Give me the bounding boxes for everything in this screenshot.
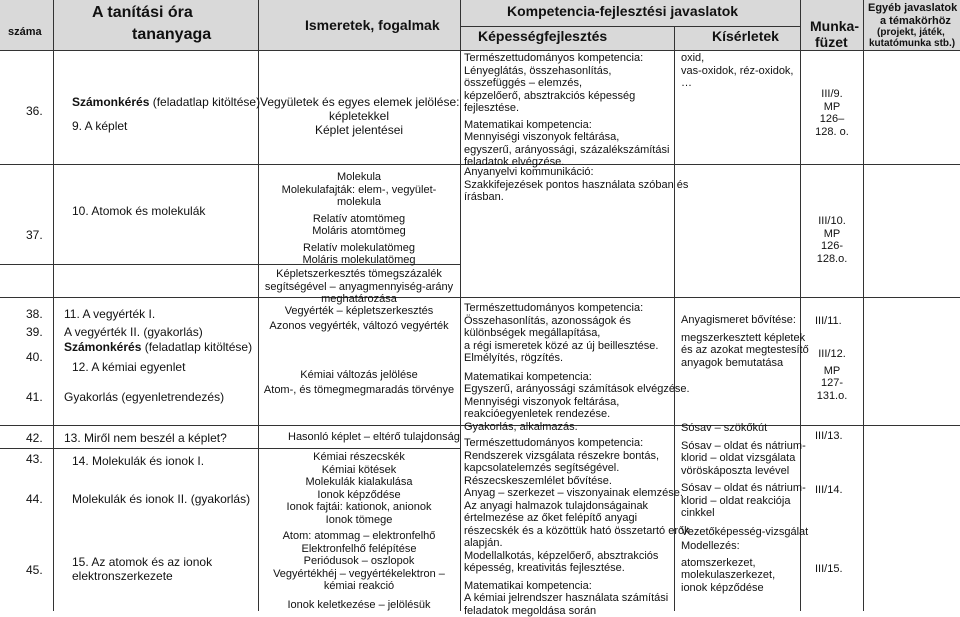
row-38-concepts: Vegyérték – képletszerkesztés Azonos vegyérték, változó vegyérték bbox=[269, 305, 449, 332]
header-kompetencia: Kompetencia-fejlesztési javaslatok bbox=[507, 3, 739, 19]
header-munka: Munka- bbox=[810, 18, 859, 34]
row-38-workbook: III/11. bbox=[815, 315, 842, 327]
row-36-workbook: III/9. MP 126– 128. o. bbox=[815, 88, 849, 138]
row-38-41-experiments: Anyagismeret bővítése: megszerkesztett képletek és az azokat megtestesítő anyagok bemutatása bbox=[681, 314, 809, 369]
row-divider bbox=[460, 26, 800, 27]
row-number: 42. bbox=[26, 431, 43, 445]
row-36-experiments: oxid, vas-oxidok, réz-oxidok, … bbox=[681, 52, 794, 89]
row-36-concepts: Vegyületek és egyes elemek jelölése: képletekkel Képlet jelentései bbox=[260, 95, 460, 137]
row-37-concepts-mass: Képletszerkesztés tömegszázalék segítségével – anyagmennyiség-arány meghatározása bbox=[264, 268, 454, 305]
row-40-workbook: III/12. MP 127- 131.o. bbox=[816, 348, 848, 402]
row-43-workbook: III/13. bbox=[815, 430, 843, 442]
row-45-concepts: Atom: atommag – elektronfelhő Elektronfelhő felépítése Periódusok – oszlopok Vegyértékhéj – vegyértékelektron – kémiai reakció Ionok keletkezése – jelölésük bbox=[273, 530, 445, 611]
col-divider bbox=[863, 0, 864, 611]
header-tananyaga: tananyaga bbox=[132, 26, 212, 43]
col-divider bbox=[460, 0, 461, 611]
row-37-workbook: III/10. MP 126- 128.o. bbox=[816, 215, 848, 265]
col-divider bbox=[258, 0, 259, 611]
row-37-skills: Anyanyelvi kommunikáció: Szakkifejezések pontos használata szóban és írásban. bbox=[464, 166, 689, 203]
header-egyeb-3: (projekt, játék, bbox=[877, 27, 945, 38]
row-number: 41. bbox=[26, 390, 43, 404]
row-45-experiments: Modellezés: atomszerkezet, molekulaszerkezet, ionok képződése bbox=[681, 540, 776, 594]
row-38-41-skills: Természettudományos kompetencia: Összehasonlítás, azonosságok és különbségek megállapítása, a régi ismeretek közé az új beillesztése. Elmélyítés, rögzítés. Matematikai kompetencia: Egyszerű, arányossági számítások elvégzése. Mennyiségi viszonyok feltárása, reakcióegyenletek rendezése. Gyakorlás, alkalmazás. bbox=[464, 302, 690, 433]
row-36-assessment: Számonkérés (feladatlap kitöltése) bbox=[72, 95, 261, 109]
row-38-topic: 11. A vegyérték I. bbox=[64, 307, 156, 321]
row-42-concepts: Hasonló képlet – eltérő tulajdonság bbox=[288, 431, 460, 443]
row-36-topic: 9. A képlet bbox=[72, 119, 128, 133]
col-divider bbox=[53, 0, 54, 611]
row-42-topic: 13. Miről nem beszél a képlet? bbox=[64, 431, 227, 445]
row-37-topic: 10. Atomok és molekulák bbox=[72, 204, 206, 218]
header-egyeb-1: Egyéb javaslatok bbox=[868, 2, 958, 14]
row-40-assessment: Számonkérés (feladatlap kitöltése) bbox=[64, 340, 253, 354]
row-number: 39. bbox=[26, 325, 43, 339]
row-number: 37. bbox=[26, 228, 43, 242]
row-number: 43. bbox=[26, 452, 43, 466]
row-divider bbox=[0, 448, 460, 449]
row-number: 45. bbox=[26, 563, 43, 577]
row-number: 44. bbox=[26, 492, 43, 506]
row-43-topic: 14. Molekulák és ionok I. bbox=[72, 454, 205, 468]
header-egyeb-2: a témakörhöz bbox=[880, 15, 951, 27]
row-divider bbox=[0, 50, 960, 51]
header-fuzet: füzet bbox=[815, 34, 848, 50]
header-kiserletek: Kísérletek bbox=[712, 28, 779, 44]
row-41-topic: Gyakorlás (egyenletrendezés) bbox=[64, 390, 225, 404]
row-number: 40. bbox=[26, 350, 43, 364]
header-ismeretek: Ismeretek, fogalmak bbox=[305, 17, 440, 33]
row-number: 36. bbox=[26, 104, 43, 118]
row-37-concepts: Molekula Molekulafajták: elem-, vegyület- molekula Relatív atomtömeg Moláris atomtömeg Relatív molekulatömeg Moláris molekulatömeg bbox=[281, 171, 437, 266]
row-divider bbox=[0, 297, 960, 298]
row-40-topic: 12. A kémiai egyenlet bbox=[72, 360, 186, 374]
row-39-topic: A vegyérték II. (gyakorlás) bbox=[64, 325, 203, 339]
header-kepesseg: Képességfejlesztés bbox=[478, 28, 608, 44]
header-tanitasi-ora: A tanítási óra bbox=[92, 4, 193, 21]
row-45-workbook: III/15. bbox=[815, 563, 843, 575]
row-43-concepts: Kémiai részecskék Kémiai kötések Molekulák kialakulása Ionok képződése Ionok fajtái: kationok, anionok Ionok tömege bbox=[286, 451, 432, 526]
row-43-45-skills: Természettudományos kompetencia: Rendszerek vizsgálata részekre bontás, kapcsolatelemzés segítségével. Részecskeszemlélet bővítése. Anyag – szerkezet – viszonyainak elemzése. Az anyagi halmazok tulajdonságainak értelmezése az őket felépítő anyagi részecskék és a közöttük ható összetartó erők alapján. Modellalkotás, képzelőerő, absztrakciós képesség, kreativitás fejlesztése. Matematikai kompetencia: A kémiai jelrendszer használata számítási feladatok megoldása során bbox=[464, 437, 690, 617]
row-44-workbook: III/14. bbox=[815, 484, 843, 496]
row-number: 38. bbox=[26, 307, 43, 321]
header-egyeb-4: kutatómunka stb.) bbox=[869, 38, 956, 49]
header-szama: száma bbox=[8, 26, 42, 38]
row-36-skills: Természettudományos kompetencia: Lényeglátás, összehasonlítás, összefüggés – elemzés, képzelőerő, absztrakciós képesség fejlesztése. Matematikai kompetencia: Mennyiségi viszonyok feltárása, egyszerű, arányossági, százalékszámítási feladatok elvégzése. bbox=[464, 52, 670, 168]
row-40-concepts: Kémiai változás jelölése Atom-, és tömegmegmaradás törvénye bbox=[263, 369, 455, 396]
row-44-topic: Molekulák és ionok II. (gyakorlás) bbox=[72, 492, 251, 506]
row-43-experiments: Sósav – szökőkút Sósav – oldat és nátrium- klorid – oldat vizsgálata vöröskáposzta levével Sósav – oldat és nátrium- klorid – oldat reakciója cinkkel Vezetőképesség-vizsgálat bbox=[681, 422, 809, 538]
row-45-topic: 15. Az atomok és az ionok elektronszerkezete bbox=[72, 555, 213, 583]
